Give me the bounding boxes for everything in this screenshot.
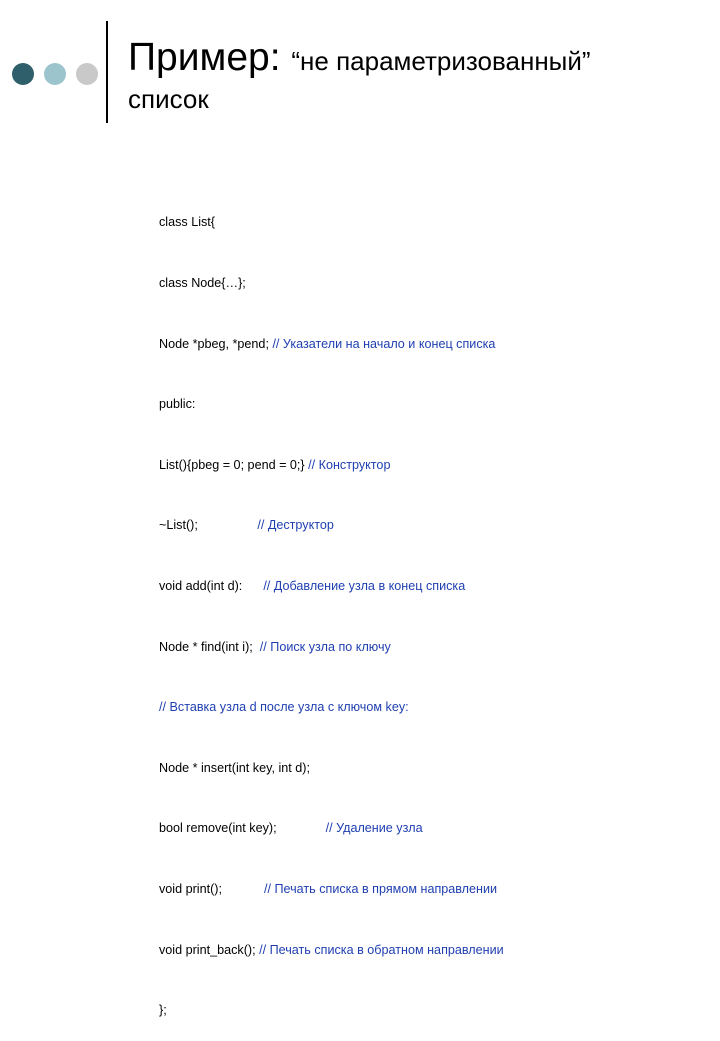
title-divider xyxy=(106,21,108,123)
code-line xyxy=(159,515,504,535)
code-listing xyxy=(159,172,504,1041)
decorative-dots xyxy=(12,63,98,87)
code-line xyxy=(159,394,504,414)
code-comment: // Печать списка в прямом направлении xyxy=(263,881,498,896)
gray-dot-icon xyxy=(76,63,98,85)
code-line xyxy=(159,940,504,960)
code-text: void print_back(); xyxy=(159,942,260,957)
code-line xyxy=(159,212,504,232)
light-blue-dot-icon xyxy=(44,63,66,85)
code-comment: // Поиск узла по ключу xyxy=(259,639,391,654)
code-text: }; xyxy=(159,1003,167,1018)
code-comment: // Добавление узла в конец списка xyxy=(263,578,466,593)
code-text: bool remove(int key); xyxy=(159,821,326,836)
code-line xyxy=(159,334,504,354)
code-text: Node * insert(int key, int d); xyxy=(159,760,310,775)
code-text: Node * find(int i); xyxy=(159,639,260,654)
code-text: class List{ xyxy=(159,215,215,230)
code-line xyxy=(159,1000,504,1020)
code-text: void add(int d): xyxy=(159,578,264,593)
code-line xyxy=(159,818,504,838)
code-text: ~List(); xyxy=(159,518,258,533)
code-text: List(){pbeg = 0; pend = 0;} xyxy=(159,457,309,472)
code-line xyxy=(159,637,504,657)
code-comment: // Указатели на начало и конец списка xyxy=(272,336,496,351)
code-text: Node *pbeg, *pend; xyxy=(159,336,273,351)
title-line-2: список xyxy=(128,83,209,114)
code-line xyxy=(159,576,504,596)
code-comment: // Удаление узла xyxy=(325,821,423,836)
code-text: void print(); xyxy=(159,881,264,896)
dark-dot-icon xyxy=(12,63,34,85)
code-line xyxy=(159,455,504,475)
code-line xyxy=(159,273,504,293)
title-quoted: “не параметризованный” xyxy=(291,46,591,76)
code-text: public: xyxy=(159,397,196,412)
code-comment: // Вставка узла d после узла с ключом key: xyxy=(159,700,409,715)
code-line xyxy=(159,879,504,899)
code-line xyxy=(159,697,504,717)
code-comment: // Деструктор xyxy=(257,518,334,533)
code-comment: // Печать списка в обратном направлении xyxy=(259,942,504,957)
code-text: class Node{…}; xyxy=(159,276,246,290)
code-line xyxy=(159,758,504,778)
title-main: Пример: xyxy=(128,36,292,79)
code-comment: // Конструктор xyxy=(308,457,391,472)
slide-title xyxy=(128,34,708,115)
